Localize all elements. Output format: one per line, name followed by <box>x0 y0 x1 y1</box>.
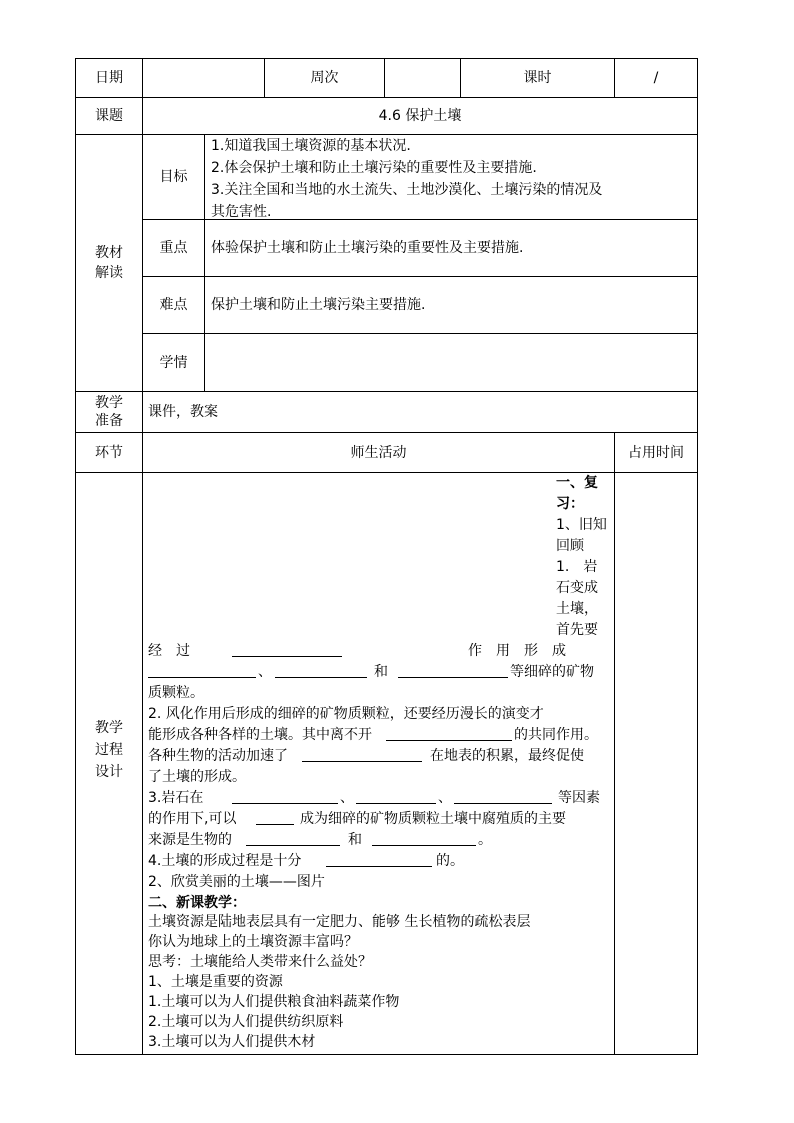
question-3-end: 。 <box>478 832 492 848</box>
goal-item: 2.体会保护土壤和防止土壤污染的重要性及主要措施. <box>211 160 537 176</box>
fill-blank <box>398 662 508 678</box>
week-label: 周次 <box>310 70 339 86</box>
reading-label-line1: 教材 <box>95 245 123 261</box>
goal-item: 3.关注全国和当地的水土流失、土地沙漠化、土壤污染的情况及其危害性. <box>211 182 603 220</box>
question-1-and: 和 <box>374 664 388 680</box>
question-3-cont: 成为细碎的矿物质颗粒土壤中腐殖质的主要 <box>300 811 566 827</box>
process-label-line1: 教学 <box>95 720 123 736</box>
stage-header: 环节 <box>95 444 123 461</box>
date-value <box>143 59 264 97</box>
fill-blank <box>148 662 256 678</box>
student-label: 学情 <box>159 354 188 371</box>
date-label: 日期 <box>95 70 123 86</box>
question-3-and: 和 <box>348 832 362 848</box>
fill-blank <box>302 746 422 762</box>
question-1-cont: 土壤， <box>556 601 598 617</box>
fill-blank <box>326 851 432 867</box>
question-1-cont: 首先要 <box>556 622 598 638</box>
process-label-line3: 设计 <box>95 764 123 780</box>
question-1-line: 作 用 形 成 <box>468 643 566 659</box>
question-2-cont: 能形成各种各样的土壤。其中离不开 <box>148 727 372 743</box>
question-1: 1. 岩 <box>556 559 598 575</box>
fill-blank <box>454 788 552 804</box>
fill-blank <box>246 830 340 846</box>
question-2-cont: 在地表的积累，最终促使 <box>430 748 584 764</box>
reading-label <box>76 135 142 391</box>
fill-blank <box>356 788 436 804</box>
think-prompt: 思考：土壤能给人类带来什么益处？ <box>148 954 372 970</box>
difficulty-value: 保护土壤和防止土壤污染主要措施. <box>211 297 426 313</box>
fill-blank <box>256 809 294 825</box>
row-divider <box>75 472 698 473</box>
goal-item: 1.知道我国土壤资源的基本状况. <box>211 138 411 154</box>
topic-label: 课题 <box>95 108 123 124</box>
process-label <box>76 700 142 800</box>
question-4-end: 的。 <box>436 853 464 869</box>
key-value: 体验保护土壤和防止土壤污染的重要性及主要措施. <box>211 240 524 256</box>
question-prompt: 你认为地球上的土壤资源丰富吗？ <box>148 934 358 950</box>
question-3: 3.岩石在 <box>148 790 204 806</box>
subheading: 1、土壤是重要的资源 <box>148 974 283 990</box>
question-2-cont: 各种生物的活动加速了 <box>148 748 288 764</box>
key-label: 重点 <box>159 240 188 256</box>
old-knowledge-cont: 回顾 <box>556 538 584 554</box>
process-label-line2: 过程 <box>95 742 123 758</box>
list-item: 3.土壤可以为人们提供木材 <box>148 1034 316 1050</box>
question-3-cont: 的作用下,可以 <box>148 811 237 827</box>
prep-label-line2: 准备 <box>95 413 123 429</box>
review-heading: 一、复 <box>556 475 598 491</box>
time-header: 占用时间 <box>628 444 684 461</box>
prep-label <box>76 392 142 432</box>
period-value: / <box>653 70 659 86</box>
separator: 、 <box>340 790 354 806</box>
soil-definition: 土壤资源是陆地表层具有一定肥力、能够 生长植物的疏松表层 <box>148 914 531 930</box>
prep-label-line1: 教学 <box>95 395 123 411</box>
activity-header: 师生活动 <box>350 444 407 461</box>
column-divider <box>204 134 205 392</box>
question-1-end: 质颗粒。 <box>148 685 204 701</box>
question-2: 2. 风化作用后形成的细碎的矿物质颗粒，还要经历漫长的演变才 <box>148 706 544 722</box>
prep-value: 课件，教案 <box>148 404 218 420</box>
table-border <box>697 58 698 1055</box>
goal-label: 目标 <box>159 169 188 185</box>
student-value <box>211 334 611 391</box>
question-3-cont: 等因素 <box>558 790 600 806</box>
old-knowledge: 1、旧知 <box>556 517 607 533</box>
fill-blank <box>386 725 512 741</box>
separator: 、 <box>258 664 272 680</box>
review-heading-cont: 习： <box>556 496 584 512</box>
appreciate-item: 2、欣赏美丽的土壤——图片 <box>148 874 325 890</box>
reading-label-line2: 解读 <box>95 265 123 281</box>
fill-blank <box>232 788 338 804</box>
fill-blank <box>232 641 342 657</box>
table-border <box>75 1054 698 1055</box>
column-divider <box>384 58 385 98</box>
list-item: 2.土壤可以为人们提供纺织原料 <box>148 1014 344 1030</box>
question-2-end: 了土壤的形成。 <box>148 769 246 785</box>
goals-list <box>211 135 611 223</box>
question-3-cont: 来源是生物的 <box>148 832 232 848</box>
list-item: 1.土壤可以为人们提供粮食油料蔬菜作物 <box>148 994 400 1010</box>
question-1-cont: 石变成 <box>556 580 598 596</box>
question-4: 4.土壤的形成过程是十分 <box>148 853 302 869</box>
question-1-line: 经 过 <box>148 643 190 659</box>
difficulty-label: 难点 <box>159 297 188 313</box>
question-1-tail: 等细碎的矿物 <box>510 664 594 680</box>
fill-blank <box>372 830 476 846</box>
topic-title: 4.6 保护土壤 <box>378 108 462 124</box>
column-divider <box>614 432 615 1055</box>
fill-blank <box>275 662 367 678</box>
new-lesson-heading: 二、新课教学： <box>148 895 246 911</box>
separator: 、 <box>438 790 452 806</box>
period-label: 课时 <box>523 70 552 86</box>
question-2-cont: 的共同作用。 <box>514 727 598 743</box>
